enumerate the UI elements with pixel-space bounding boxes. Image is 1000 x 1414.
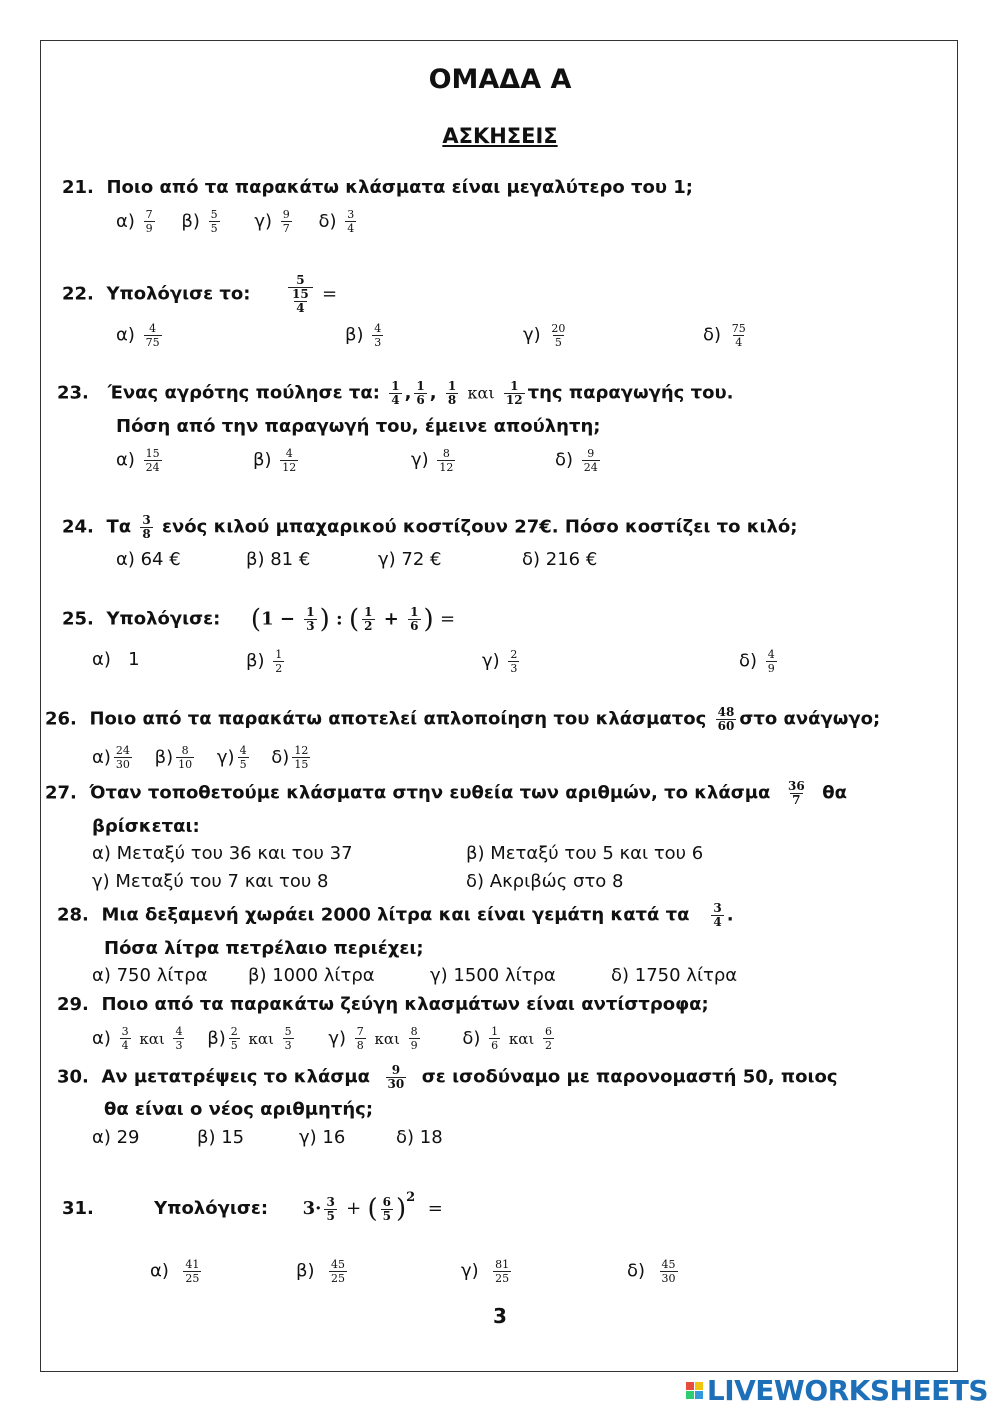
q29-options: [92, 1025, 557, 1052]
question-number: 21.: [62, 177, 94, 198]
question-text: Ένας αγρότης πούλησε τα:: [107, 382, 380, 404]
q24-option-b[interactable]: β) 81 €: [246, 549, 311, 570]
q31-option-b[interactable]: β) $\frac{45}{25}$: [296, 1258, 345, 1285]
question-text: Μια δεξαμενή χωράει 2000 λίτρα και είναι γεμάτη κατά τα: [101, 904, 690, 926]
question-text: Ποιο από τα παρακάτω αποτελεί απλοποίηση του κλάσματος: [89, 708, 707, 730]
q22-option-c[interactable]: γ) $\frac{20}{5}$: [523, 322, 566, 349]
q31-option-a[interactable]: α) $\frac{41}{25}$: [150, 1258, 200, 1285]
q25-option-c[interactable]: γ) $\frac{2}{3}$: [482, 648, 518, 675]
option-a[interactable]: α) $\frac{3}{4}$ και $\frac{4}{3}$: [92, 1025, 183, 1052]
question-24: 24. Τα $\frac{3}{8}$ ενός κιλού μπαχαρικού κοστίζουν 27€. Πόσο κοστίζει το κιλό;: [62, 513, 798, 541]
q22-option-b[interactable]: β) $\frac{4}{3}$: [345, 322, 382, 349]
question-text: Όταν τοποθετούμε κλάσματα στην ευθεία των αριθμών, το κλάσμα: [89, 782, 771, 804]
question-27: 27. Όταν τοποθετούμε κλάσματα στην ευθεία των αριθμών, το κλάσμα $\frac{36}{7}$ θα: [45, 779, 847, 807]
q24-option-d[interactable]: δ) 216 €: [522, 549, 598, 570]
question-27-line2: βρίσκεται:: [92, 816, 200, 837]
option-a[interactable]: α) $\frac{7}{9}$: [116, 208, 153, 235]
q31-option-d[interactable]: δ) $\frac{45}{30}$: [627, 1258, 676, 1285]
q30-option-b[interactable]: β) 15: [197, 1127, 245, 1148]
liveworksheets-logo[interactable]: [686, 1374, 988, 1407]
question-22: 22. Υπολόγισε το: $\frac{5}{\frac{15}{4}}$ =: [62, 273, 338, 315]
page-number: 3: [493, 1304, 507, 1328]
question-28-line2: Πόσα λίτρα πετρέλαιο περιέχει;: [104, 938, 424, 959]
q26-options: [92, 744, 313, 771]
q25-option-d[interactable]: δ) $\frac{4}{9}$: [739, 648, 775, 675]
question-text: ενός κιλού μπαχαρικού κοστίζουν 27€. Πόσο κοστίζει το κιλό;: [162, 516, 798, 538]
q27-option-c[interactable]: γ) Μεταξύ του 7 και του 8: [92, 871, 329, 892]
question-text: Αν μετατρέψεις το κλάσμα: [101, 1066, 370, 1088]
option-c[interactable]: γ) $\frac{9}{7}$: [254, 208, 290, 235]
question-31: 31. Υπολόγισε: 3· $\frac{3}{5}$ + ( $\frac{6}{5}$ )$^2$ =: [62, 1190, 443, 1224]
question-30: 30. Αν μετατρέψεις το κλάσμα $\frac{9}{30}$ σε ισοδύναμο με παρονομαστή 50, ποιος: [57, 1063, 838, 1091]
question-23: 23. Ένας αγρότης πούλησε τα: $\frac{1}{4}$ , $\frac{1}{6}$ , $\frac{1}{8}$ και $\frac{1}{12}$ της παραγωγής του.: [57, 379, 734, 407]
question-28: 28. Μια δεξαμενή χωράει 2000 λίτρα και είναι γεμάτη κατά τα $\frac{3}{4}$ .: [57, 901, 734, 929]
q28-option-c[interactable]: γ) 1500 λίτρα: [430, 965, 556, 986]
q24-option-a[interactable]: α) 64 €: [116, 549, 181, 570]
question-text: Ποιο από τα παρακάτω κλάσματα είναι μεγαλύτερο του 1;: [106, 177, 693, 198]
q23-option-d[interactable]: δ) $\frac{9}{24}$: [555, 447, 598, 474]
q30-option-a[interactable]: α) 29: [92, 1127, 140, 1148]
question-30-line2: θα είναι ο νέος αριθμητής;: [104, 1099, 374, 1120]
question-23-line2: Πόση από την παραγωγή του, έμεινε απούλητη;: [116, 416, 601, 437]
q23-option-b[interactable]: β) $\frac{4}{12}$: [253, 447, 297, 474]
q30-option-c[interactable]: γ) 16: [299, 1127, 346, 1148]
q25-option-b[interactable]: β) $\frac{1}{2}$: [246, 648, 283, 675]
liveworksheets-icon: [686, 1382, 703, 1399]
question-21: [62, 176, 693, 200]
q28-option-a[interactable]: α) 750 λίτρα: [92, 965, 208, 986]
option-a[interactable]: α) $\frac{24}{30}$: [92, 744, 130, 771]
option-b[interactable]: β) $\frac{8}{10}$: [154, 744, 193, 771]
page-subtitle: ΑΣΚΗΣΕΙΣ: [442, 124, 558, 148]
q21-options: [116, 208, 359, 235]
option-d[interactable]: δ) $\frac{12}{15}$: [271, 744, 309, 771]
watermark-text: LIVEWORKSHEETS: [706, 1374, 988, 1407]
q31-option-c[interactable]: γ) $\frac{81}{25}$: [461, 1258, 510, 1285]
option-d[interactable]: δ) $\frac{1}{6}$ και $\frac{6}{2}$: [462, 1025, 552, 1052]
q27-option-a[interactable]: α) Μεταξύ του 36 και του 37: [92, 843, 353, 864]
q23-option-c[interactable]: γ) $\frac{8}{12}$: [411, 447, 454, 474]
q28-option-b[interactable]: β) 1000 λίτρα: [248, 965, 375, 986]
q30-option-d[interactable]: δ) 18: [396, 1127, 443, 1148]
q23-option-a[interactable]: α) $\frac{15}{24}$: [116, 447, 160, 474]
q27-option-b[interactable]: β) Μεταξύ του 5 και του 6: [466, 843, 704, 864]
complex-fraction: $\frac{5}{\frac{15}{4}}$: [288, 274, 313, 315]
q25-option-a[interactable]: α) 1: [92, 649, 140, 670]
question-text: Υπολόγισε:: [154, 1198, 269, 1219]
q22-option-a[interactable]: α) $\frac{4}{75}$: [116, 322, 160, 349]
question-25: 25. Υπολόγισε: (1 − $\frac{1}{3}$ ) : ( $\frac{1}{2}$ + $\frac{1}{6}$ ) =: [62, 604, 456, 635]
option-b[interactable]: β) $\frac{5}{5}$: [181, 208, 218, 235]
question-text: Υπολόγισε:: [106, 608, 221, 630]
q24-option-c[interactable]: γ) 72 €: [378, 549, 442, 570]
q27-option-d[interactable]: δ) Ακριβώς στο 8: [466, 871, 624, 892]
q22-option-d[interactable]: δ) $\frac{75}{4}$: [703, 322, 746, 349]
question-text: Ποιο από τα παρακάτω ζεύγη κλασμάτων είναι αντίστροφα;: [101, 994, 709, 1015]
page-title: ΟΜΑΔΑ Α: [428, 64, 572, 95]
option-c[interactable]: γ) $\frac{4}{5}$: [216, 744, 247, 771]
option-d[interactable]: δ) $\frac{3}{4}$: [318, 208, 355, 235]
option-c[interactable]: γ) $\frac{7}{8}$ και $\frac{8}{9}$: [328, 1025, 418, 1052]
option-b[interactable]: β) $\frac{2}{5}$ και $\frac{5}{3}$: [207, 1025, 292, 1052]
question-text: Υπολόγισε το:: [106, 283, 251, 305]
q28-option-d[interactable]: δ) 1750 λίτρα: [611, 965, 738, 986]
question-26: 26. Ποιο από τα παρακάτω αποτελεί απλοποίηση του κλάσματος $\frac{48}{60}$ στο ανάγωγο;: [45, 705, 881, 733]
question-29: 29. Ποιο από τα παρακάτω ζεύγη κλασμάτων είναι αντίστροφα;: [57, 994, 709, 1015]
